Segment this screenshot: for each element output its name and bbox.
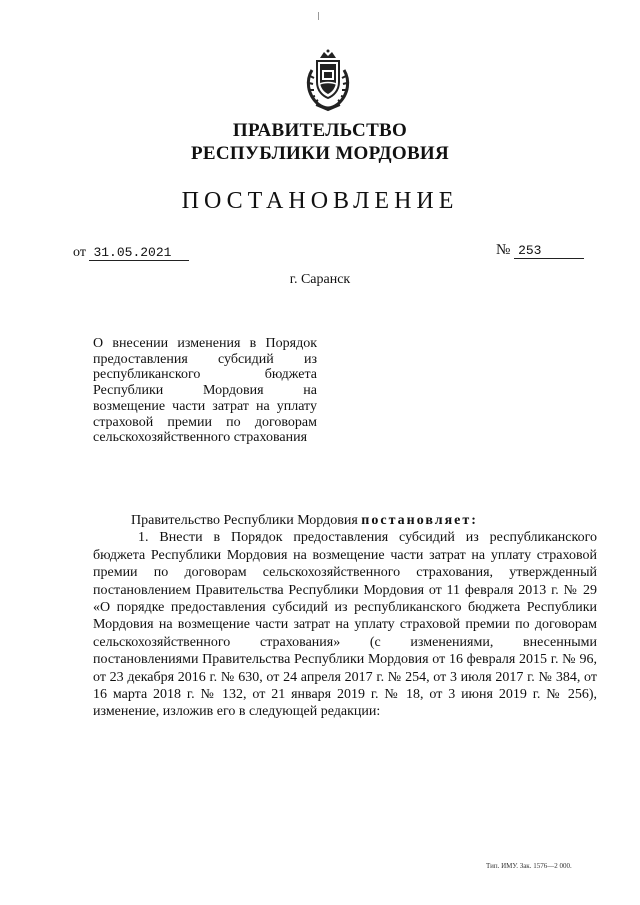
print-mark: Тип. ИМУ. Зак. 1576—2 000. (486, 862, 572, 870)
preamble (93, 512, 597, 529)
scan-mark (318, 12, 319, 20)
document-number (496, 242, 584, 259)
date-value: 31.05.2021 (89, 245, 189, 261)
government-name-line-1: ПРАВИТЕЛЬСТВО (232, 120, 408, 141)
coat-of-arms-of-mordovia-icon (298, 48, 358, 112)
date-prefix: от (73, 245, 86, 260)
government-name-line-2: РЕСПУБЛИКИ МОРДОВИЯ (190, 143, 450, 164)
number-prefix: № (496, 242, 511, 258)
document-type-title: ПОСТАНОВЛЕНИЕ (181, 188, 459, 214)
preamble-text: Правительство Республики Мордовия (131, 513, 362, 528)
document-subject: О внесении изменения в Порядок предоставления субсидий из республиканского бюджета Республики Мордовия на возмещение части затрат на уплату страховой премии по договорам сельскохозяйственного страхования (93, 336, 317, 446)
document-date (73, 245, 189, 261)
preamble-verb: постановляет: (361, 513, 478, 528)
document-body (93, 512, 597, 721)
city-label: г. Саранск (289, 272, 351, 287)
paragraph-1: 1. Внести в Порядок предоставления субсидий из республиканского бюджета Республики Мордовия на возмещение части затрат на уплату страховой премии по договорам сельскохозяйственного страхования, утвержденный постановлением Правительства Республики Мордовия от 11 февраля 2013 г. № 29 «О порядке предоставления субсидий из республиканского бюджета Республики Мордовия на возмещение части затрат на уплату страховой премии по договорам сельскохозяйственного страхования» (с изменениями, внесенными постановлениями Правительства Республики Мордовия от 16 февраля 2015 г. № 96, от 23 декабря 2016 г. № 630, от 24 апреля 2017 г. № 254, от 3 июля 2017 г. № 384, от 16 марта 2018 г. № 132, от 21 января 2019 г. № 18, от 3 июня 2019 г. № 256), изменение, изложив его в следующей редакции: (93, 530, 597, 720)
number-value: 253 (514, 243, 584, 259)
